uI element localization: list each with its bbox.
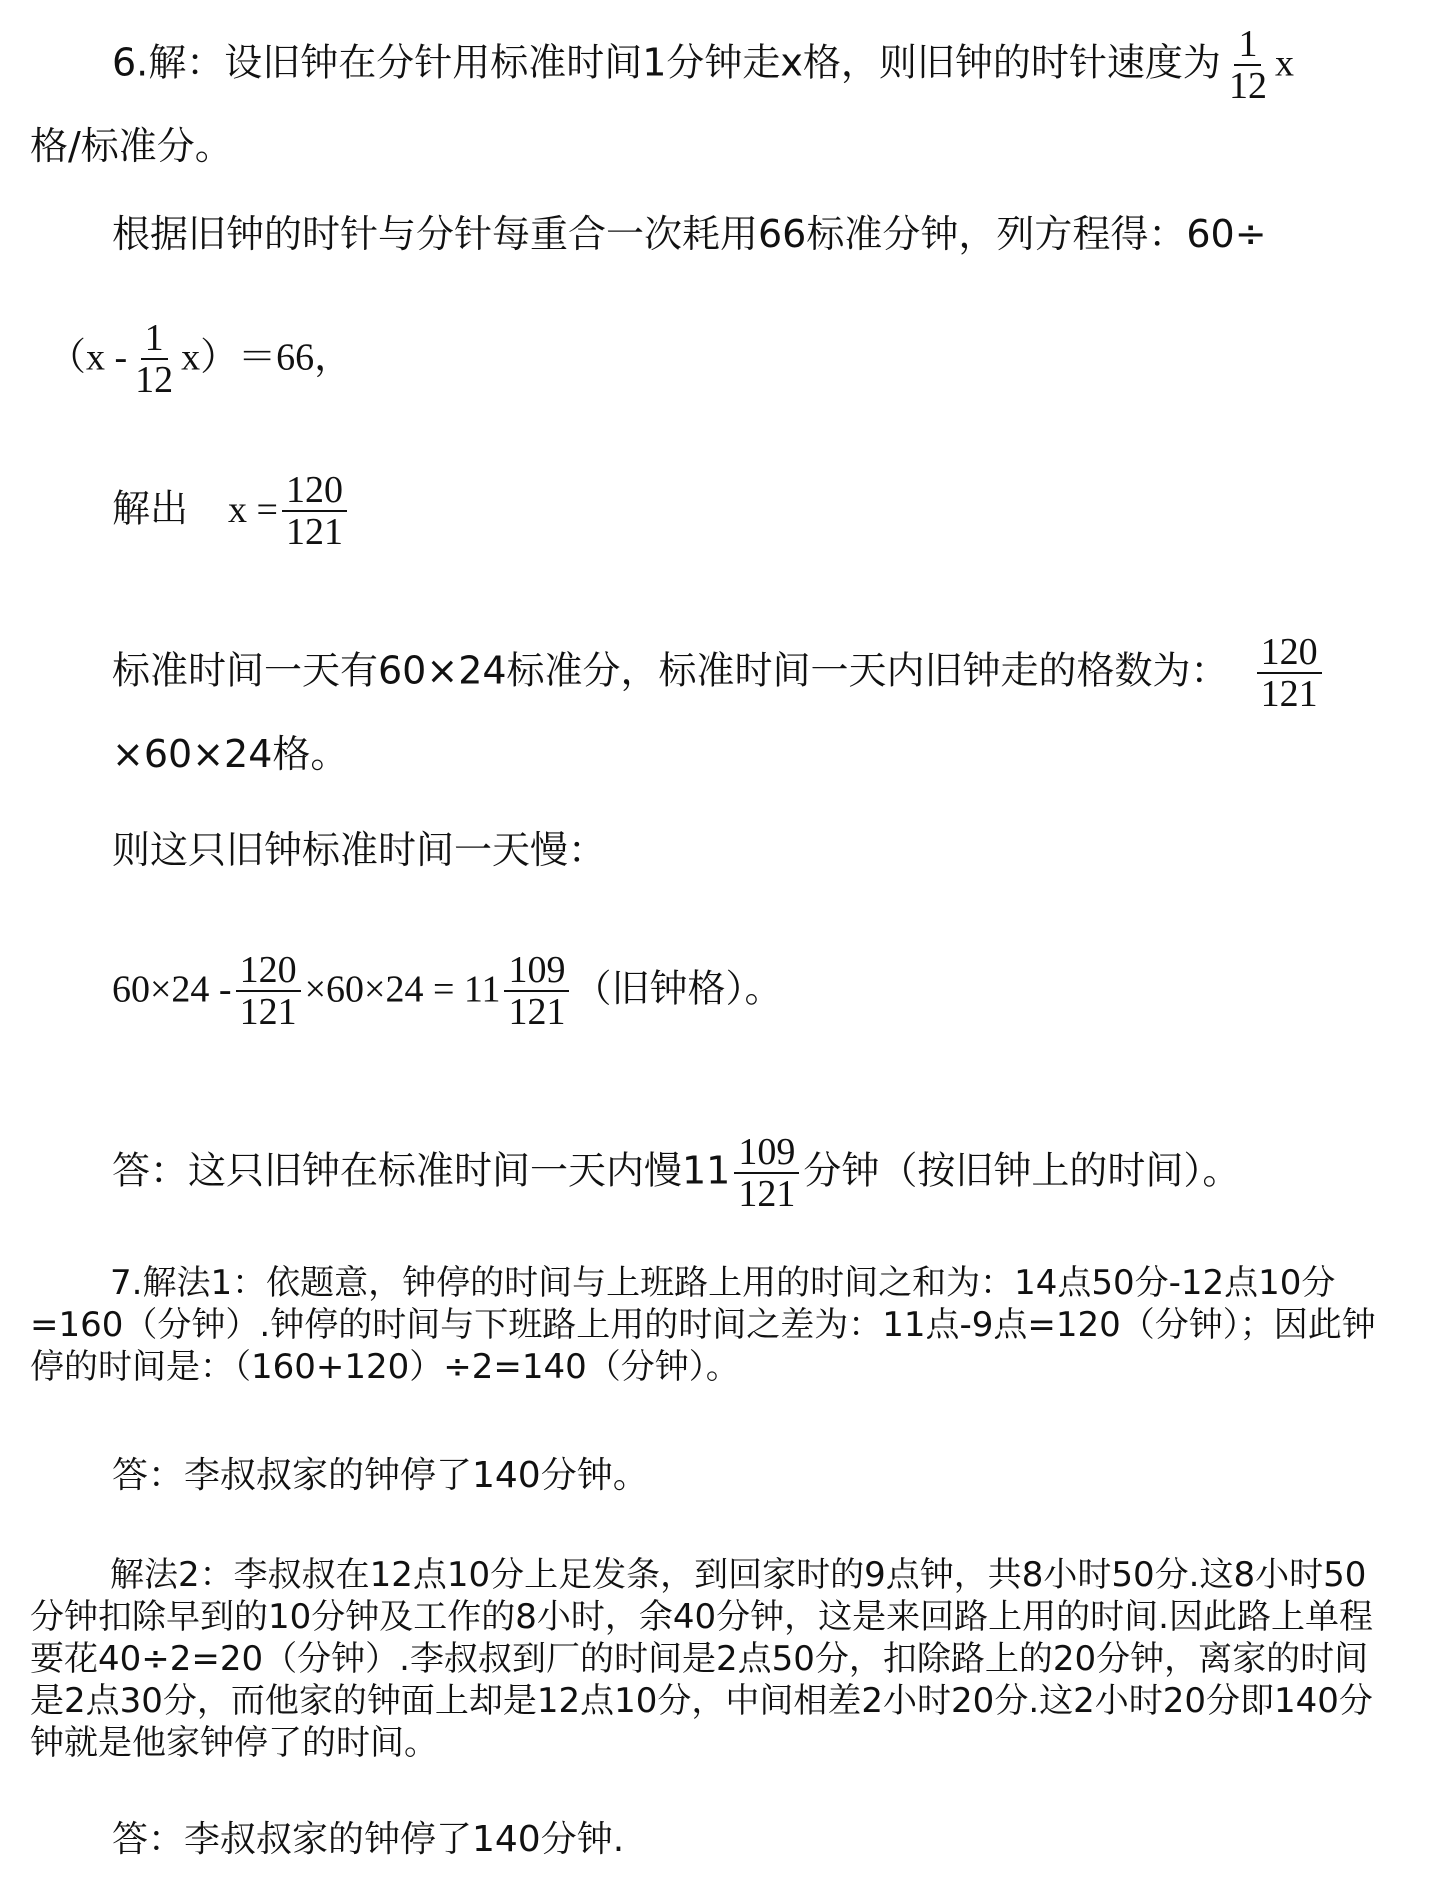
s7-answer-2: 答：李叔叔家的钟停了140分钟. — [112, 1819, 625, 1860]
s6-line-5 — [112, 470, 351, 552]
fraction-numerator: 120 — [282, 470, 347, 512]
fraction-denominator: 121 — [1260, 673, 1318, 715]
s6-answer — [112, 1132, 1240, 1214]
s6-line-7: ×60×24格。 — [112, 732, 349, 776]
fraction-denominator: 121 — [285, 511, 343, 553]
s6-line-9-fraction-1 — [236, 950, 301, 1032]
equation-part: 60×24 - — [112, 968, 232, 1011]
fraction-numerator: 120 — [1257, 632, 1322, 674]
s6-line-4 — [48, 318, 352, 400]
s6-line-1-fraction — [1225, 24, 1271, 106]
equation-part: x = — [228, 488, 278, 531]
s6-line-6-fraction — [1257, 632, 1322, 714]
s7-method-1: 7.解法1：依题意，钟停的时间与上班路上用的时间之和为：14点50分-12点10分=160（分钟）.钟停的时间与下班路上用的时间之差为：11点-9点=120（分钟）；因此钟停的时间是：（160+120）÷2=140（分钟）。 — [30, 1263, 1376, 1387]
s6-line-6-text: 标准时间一天有60×24标准分，标准时间一天内旧钟走的格数为： — [112, 648, 1229, 693]
s6-line-1-text: 6.解：设旧钟在分针用标准时间1分钟走x格，则旧钟的时针速度为 — [112, 40, 1221, 85]
s6-answer-fraction — [734, 1132, 799, 1214]
fraction-denominator: 12 — [135, 359, 174, 401]
s6-line-3: 根据旧钟的时针与分针每重合一次耗用66标准分钟，列方程得：60÷ — [112, 212, 1267, 256]
s6-line-1 — [112, 24, 1294, 106]
solve-label: 解出 — [112, 486, 189, 531]
fraction-numerator: 1 — [1234, 24, 1261, 66]
equation-unit: （旧钟格）。 — [573, 966, 783, 1011]
equation-part: ×60×24 = 11 — [304, 968, 501, 1011]
s6-line-1-var: x — [1274, 42, 1294, 85]
fraction-numerator: 109 — [734, 1132, 799, 1174]
fraction-denominator: 121 — [239, 991, 297, 1033]
fraction-denominator: 121 — [508, 991, 566, 1033]
fraction-numerator: 120 — [236, 950, 301, 992]
s6-line-8: 则这只旧钟标准时间一天慢： — [112, 828, 607, 872]
s6-line-5-fraction — [282, 470, 347, 552]
s6-line-9 — [112, 950, 783, 1032]
s6-answer-text: 答：这只旧钟在标准时间一天内慢11 — [112, 1148, 731, 1193]
fraction-denominator: 12 — [1228, 65, 1267, 107]
fraction-denominator: 121 — [738, 1173, 796, 1215]
s7-answer-1: 答：李叔叔家的钟停了140分钟。 — [112, 1455, 649, 1496]
s6-line-9-fraction-2 — [504, 950, 569, 1032]
s6-answer-text-2: 分钟（按旧钟上的时间）。 — [803, 1148, 1241, 1193]
s6-line-4-fraction — [131, 318, 177, 400]
fraction-numerator: 109 — [504, 950, 569, 992]
s7-method-2: 解法2：李叔叔在12点10分上足发条，到回家时的9点钟，共8小时50分.这8小时50分钟扣除早到的10分钟及工作的8小时，余40分钟，这是来回路上用的时间.因此路上单程要花40÷2=20（分钟）.李叔叔到厂的时间是2点50分，扣除路上的20分钟，离家的时间是2点30分，而他家的钟面上却是12点10分，中间相差2小时20分.这2小时20分即140分钟就是他家钟停了的时间。 — [30, 1555, 1373, 1763]
equation-part: x）＝66， — [181, 336, 353, 379]
s6-line-6 — [112, 632, 1326, 714]
equation-part: （x - — [48, 336, 128, 379]
s6-line-2: 格/标准分。 — [30, 124, 233, 168]
fraction-numerator: 1 — [141, 318, 168, 360]
